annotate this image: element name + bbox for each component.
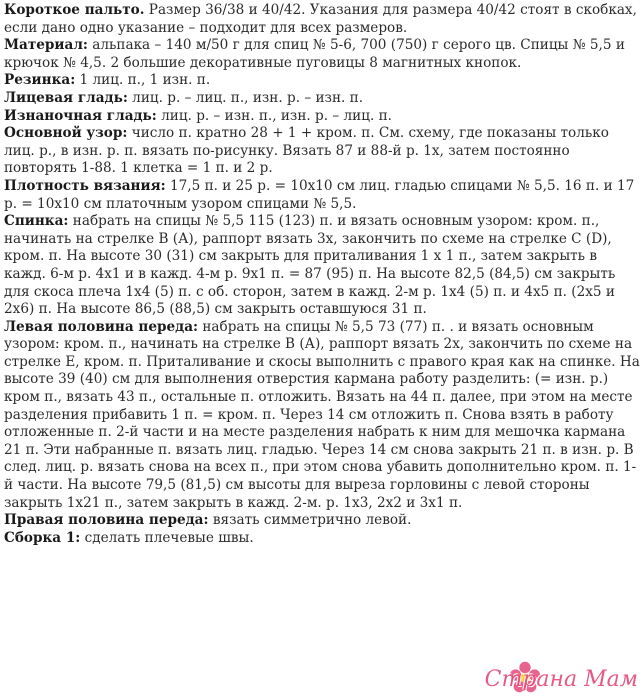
text-stockinette: лиц. р. – лиц. п., изн. р. – изн. п.: [127, 89, 364, 106]
text-left-front: набрать на спицы № 5,5 73 (77) п. . и вязать основным узором: кром. п., начинать на стрелке В (А), раппорт вязать 2х, закончить по схеме на стрелке Е, кром. п. Приталивание и скосы выполнить с правого края как на спинке. На высоте 39 (40) см для выполнения отверстия кармана работу разделить: (= изн. р.) кром п., вязать 43 п., остальные п. отложить. Вязать на 44 п. далее, при этом на месте разделения прибавить 1 п. = кром. п. Через 14 см отложить п. Снова взять в работу отложенные п. 2-й части и на месте разделения набрать к ним для мешочка кармана 21 п. Эти набранные п. вязать лиц. гладью. Через 14 см снова закрыть 21 п. в изн. р. В след. лиц. р. вязать снова на всех п., при этом снова убавить дополнительно кром. п. 1-й части. На высоте 79,5 (81,5) см высоты для выреза горловины с левой стороны закрыть 1х21 п., затем закрыть в кажд. 2-м. р. 1х3, 2х2 и 3х1 п.: [4, 318, 640, 511]
paragraph-assembly: [4, 530, 640, 548]
label-reverse-stockinette: Изнаночная гладь:: [4, 107, 157, 124]
paragraph-title: [4, 2, 640, 37]
paragraph-left-front: [4, 319, 640, 513]
text-main-pattern: число п. кратно 28 + 1 + кром. п. См. схему, где показаны только лиц. р., в изн. р. п. вязать по-рисунку. Вязать 87 и 88-й р. 1х, затем постоянно повторять 1-88. 1 клетка = 1 п. и 2 р.: [4, 125, 609, 177]
paragraph-material: [4, 37, 640, 72]
paragraph-reverse-stockinette: [4, 108, 640, 126]
label-stockinette: Лицевая гладь:: [4, 89, 128, 106]
paragraph-main-pattern: [4, 125, 640, 178]
label-rib: Резинка:: [4, 72, 76, 89]
text-right-front: вязать симметрично левой.: [208, 512, 412, 529]
label-assembly: Сборка 1:: [4, 529, 81, 546]
text-assembly: сделать плечевые швы.: [80, 529, 254, 546]
text-reverse-stockinette: лиц. р. – изн. п., изн. р. – лиц. п.: [156, 107, 392, 124]
label-title: Короткое пальто.: [4, 2, 145, 18]
paragraph-back: [4, 213, 640, 319]
paragraph-rib: [4, 72, 640, 90]
text-rib: 1 лиц. п., 1 изн. п.: [75, 72, 211, 89]
text-title: Размер 36/38 и 40/42. Указания для размера 40/42 стоят в скобках, если дано одно указание – подходит для всех размеров.: [4, 2, 637, 36]
label-left-front: Левая половина переда:: [4, 318, 199, 335]
watermark: Страна Мам: [484, 667, 638, 692]
label-main-pattern: Основной узор:: [4, 125, 128, 142]
text-material: альпака – 140 м/50 г для спиц № 5-6, 700 (750) г серого цв. Спицы № 5,5 и крючок № 4,5. 2 большие декоративные пуговицы 8 магнитных кнопок.: [4, 37, 625, 71]
paragraph-gauge: [4, 178, 640, 213]
paragraph-stockinette: [4, 90, 640, 108]
label-gauge: Плотность вязания:: [4, 177, 166, 194]
label-material: Материал:: [4, 37, 88, 54]
text-gauge: 17,5 п. и 25 р. = 10х10 см лиц. гладью спицами № 5,5. 16 п. и 17 р. = 10х10 см платочным узором спицами № 5,5.: [4, 177, 635, 212]
text-back: набрать на спицы № 5,5 115 (123) п. и вязать основным узором: кром. п., начинать на стрелке В (А), раппорт вязать 3х, закончить по схеме на стрелке С (D), кром. п. На высоте 30 (31) см закрыть для приталивания 1 х 1 п., затем закрыть в кажд. 6-м р. 4х1 и в кажд. 4-м р. 9х1 п. = 87 (95) п. На высоте 82,5 (84,5) см закрыть для скоса плеча 1х4 (5) п. с об. сторон, затем в кажд. 2-м р. 1х4 (5) п. и 4х5 п. (2х5 и 2х6) п. На высоте 86,5 (88,5) см закрыть оставшуюся 31 п.: [4, 213, 616, 318]
paragraph-right-front: [4, 512, 640, 530]
label-back: Спинка:: [4, 213, 69, 230]
label-right-front: Правая половина переда:: [4, 512, 209, 529]
